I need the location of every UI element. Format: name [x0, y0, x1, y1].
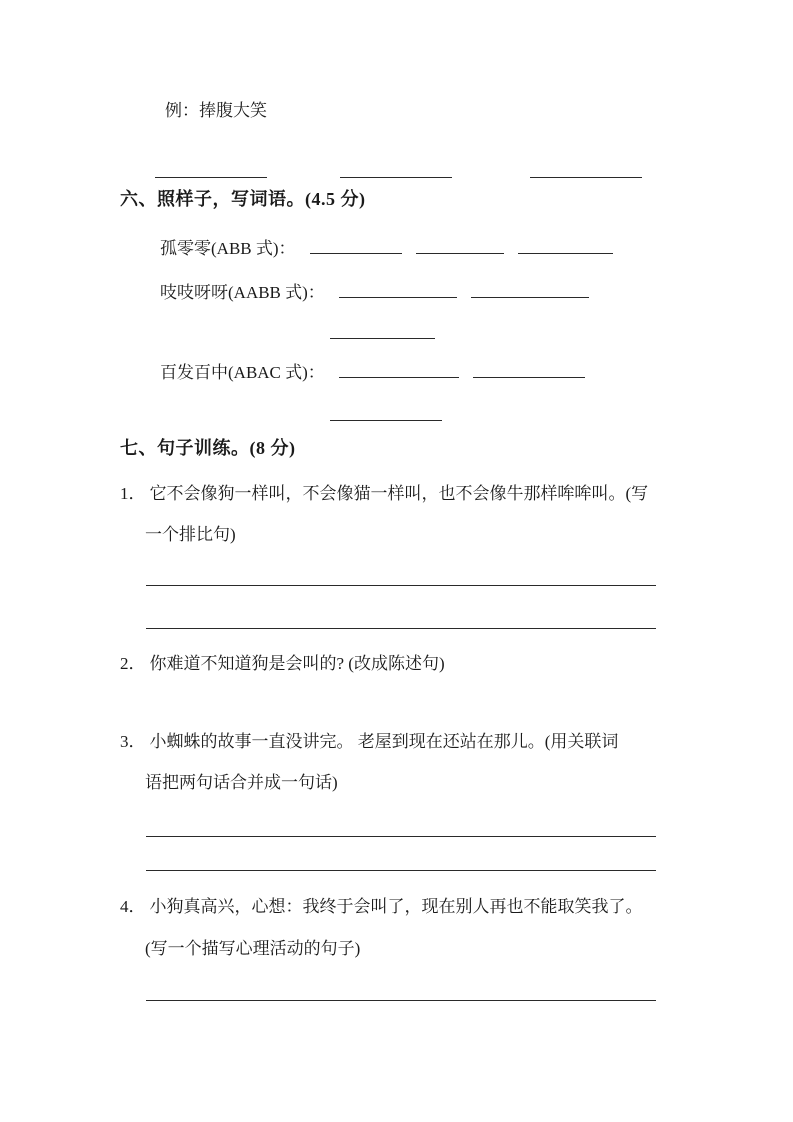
answer-blank: [155, 177, 267, 178]
question-number: 3．: [120, 732, 146, 751]
answer-blank: [473, 361, 585, 378]
answer-line: [146, 628, 656, 629]
question-number: 1．: [120, 484, 146, 503]
question-3-line-2: [145, 772, 338, 794]
answer-line: [146, 1000, 656, 1001]
word-item-prompt: 吱吱呀呀(AABB 式)：: [160, 283, 325, 302]
question-number: 4．: [120, 897, 146, 916]
question-2-line-1: [120, 653, 445, 675]
word-item-prompt: 百发百中(ABAC 式)：: [160, 363, 325, 382]
answer-blank: [530, 177, 642, 178]
question-text: 它不会像狗一样叫，不会像猫一样叫，也不会像牛那样哞哞叫。(写: [149, 484, 649, 503]
question-4-line-2: [145, 938, 360, 960]
section7-heading: 七、句子训练。(8 分): [120, 438, 296, 458]
answer-blank: [339, 281, 457, 298]
word-item-abac: [160, 361, 585, 384]
answer-blank: [416, 237, 504, 254]
question-text: 小狗真高兴，心想：我终于会叫了，现在别人再也不能取笑我了。: [149, 897, 643, 916]
question-1-line-1: [120, 483, 648, 505]
answer-blank: [518, 237, 613, 254]
example-line: 例：捧腹大笑: [165, 101, 267, 120]
question-text: 语把两句话合并成一句话): [145, 773, 338, 792]
question-text: 一个排比句): [145, 525, 236, 544]
answer-line: [146, 836, 656, 837]
answer-blank: [339, 361, 459, 378]
word-item-aabb: [160, 281, 589, 304]
question-text: 小蜘蛛的故事一直没讲完。 老屋到现在还站在那儿。(用关联词: [149, 732, 619, 751]
question-text: (写一个描写心理活动的句子): [145, 939, 361, 958]
answer-blank: [330, 338, 435, 339]
word-item-prompt: 孤零零(ABB 式)：: [160, 239, 296, 258]
answer-blank: [310, 237, 402, 254]
section6-heading: 六、照样子，写词语。(4.5 分): [120, 189, 366, 209]
question-1-line-2: [145, 524, 236, 546]
question-number: 2．: [120, 654, 146, 673]
question-3-line-1: [120, 731, 618, 753]
answer-blank: [330, 420, 442, 421]
answer-blank: [340, 177, 452, 178]
question-text: 你难道不知道狗是会叫的? (改成陈述句): [149, 654, 445, 673]
answer-line: [146, 870, 656, 871]
question-4-line-1: [120, 896, 643, 918]
answer-line: [146, 585, 656, 586]
word-item-abb: [160, 237, 613, 260]
answer-blank: [471, 281, 589, 298]
